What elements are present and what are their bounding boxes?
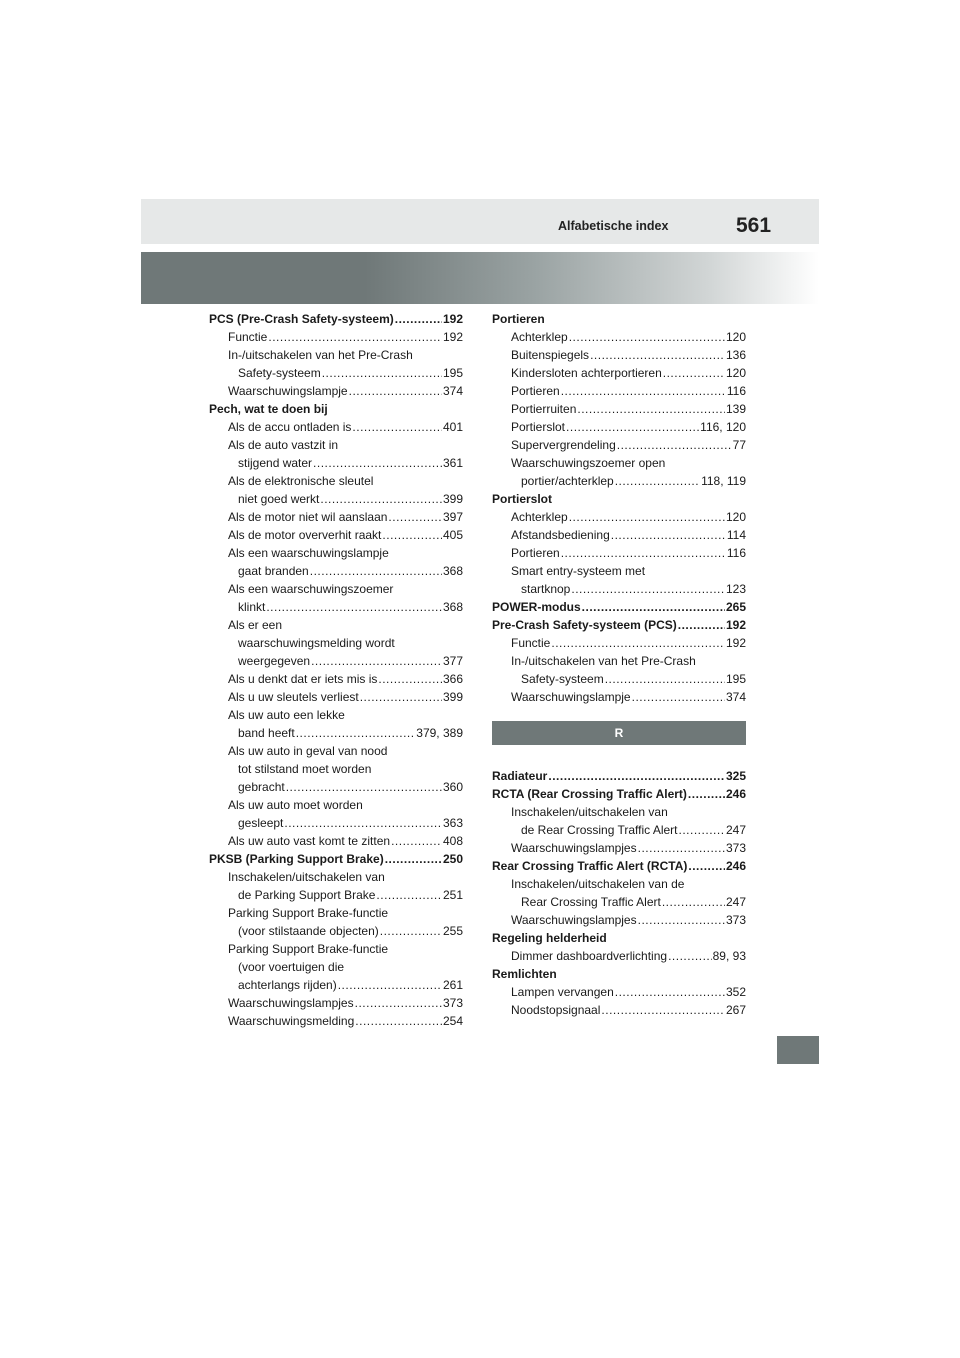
entry-page-ref: 192: [725, 618, 746, 632]
index-entry: [492, 910, 746, 928]
dot-leader: [391, 834, 442, 849]
index-entry: [492, 435, 746, 453]
entry-text: Portieren: [511, 384, 560, 398]
dot-leader: [668, 949, 712, 964]
entry-text: PKSB (Parking Support Brake): [209, 852, 384, 866]
index-entry: [209, 543, 463, 561]
entry-page-ref: 251: [442, 888, 463, 902]
entry-page-ref: 363: [442, 816, 463, 830]
entry-page-ref: 195: [442, 366, 463, 380]
entry-text: Safety-systeem: [521, 672, 604, 686]
entry-text: Als uw auto moet worden: [228, 798, 363, 812]
entry-text: Functie: [511, 636, 551, 650]
index-entry: [492, 651, 746, 669]
index-entry: [492, 784, 746, 802]
entry-text: Supervergrendeling: [511, 438, 616, 452]
index-entry: [492, 597, 746, 615]
entry-page-ref: 401: [442, 420, 463, 434]
dot-leader: [571, 582, 725, 597]
entry-page-ref: 120: [725, 366, 746, 380]
dot-leader: [380, 924, 442, 939]
index-list-p: [492, 309, 746, 705]
index-entry: [209, 975, 463, 993]
dot-leader: [360, 690, 442, 705]
dot-leader: [284, 816, 442, 831]
entry-page-ref: 399: [442, 492, 463, 506]
dot-leader: [296, 726, 416, 741]
entry-text: Afstandsbediening: [511, 528, 610, 542]
section-header-r: R: [492, 721, 746, 745]
index-entry: [492, 507, 746, 525]
entry-text: Als de accu ontladen is: [228, 420, 352, 434]
entry-page-ref: 361: [442, 456, 463, 470]
entry-text: Pech, wat te doen bij: [209, 402, 328, 416]
entry-text: Inschakelen/uitschakelen van: [511, 805, 668, 819]
entry-page-ref: 246: [725, 859, 746, 873]
dot-leader: [615, 474, 700, 489]
dot-leader: [376, 888, 442, 903]
entry-text: Portierslot: [511, 420, 566, 434]
entry-page-ref: 377: [442, 654, 463, 668]
dot-leader: [605, 672, 725, 687]
dot-leader: [268, 330, 442, 345]
entry-page-ref: 265: [725, 600, 746, 614]
index-entry: [209, 489, 463, 507]
entry-page-ref: 374: [442, 384, 463, 398]
index-entry: [492, 399, 746, 417]
index-entry: [209, 363, 463, 381]
index-entry: [209, 309, 463, 327]
dot-leader: [582, 600, 725, 615]
index-entry: [209, 453, 463, 471]
index-entry: [209, 471, 463, 489]
entry-text: Remlichten: [492, 967, 557, 981]
entry-text: startknop: [521, 582, 571, 596]
index-entry: [209, 831, 463, 849]
index-entry: [492, 946, 746, 964]
entry-page-ref: 77: [732, 438, 746, 452]
entry-text: Waarschuwingsmelding: [228, 1014, 355, 1028]
entry-page-ref: 325: [725, 769, 746, 783]
dot-leader: [311, 654, 442, 669]
entry-page-ref: 136: [725, 348, 746, 362]
page-number: 561: [736, 214, 772, 237]
index-entry: [492, 838, 746, 856]
dot-leader: [395, 312, 442, 327]
dot-leader: [569, 330, 725, 345]
entry-text: Portieren: [492, 312, 545, 326]
index-entry: [209, 345, 463, 363]
entry-text: Portieren: [511, 546, 560, 560]
dot-leader: [266, 600, 442, 615]
entry-text: tot stilstand moet worden: [238, 762, 372, 776]
entry-text: Regeling helderheid: [492, 931, 607, 945]
entry-text: Portierslot: [492, 492, 553, 506]
index-entry: [492, 687, 746, 705]
index-entry: [209, 813, 463, 831]
entry-page-ref: 399: [442, 690, 463, 704]
entry-text: Rear Crossing Traffic Alert: [521, 895, 661, 909]
index-entry: [492, 579, 746, 597]
index-entry: [209, 885, 463, 903]
entry-text: gesleept: [238, 816, 284, 830]
entry-text: Als de elektronische sleutel: [228, 474, 374, 488]
index-entry: [492, 874, 746, 892]
entry-page-ref: 408: [442, 834, 463, 848]
entry-text: Rear Crossing Traffic Alert (RCTA): [492, 859, 688, 873]
entry-page-ref: 123: [725, 582, 746, 596]
index-entry: [492, 525, 746, 543]
index-entry: [209, 381, 463, 399]
index-entry: [209, 435, 463, 453]
entry-text: Inschakelen/uitschakelen van: [228, 870, 385, 884]
index-entry: [492, 892, 746, 910]
dot-leader: [662, 895, 725, 910]
entry-text: In-/uitschakelen van het Pre-Crash: [228, 348, 413, 362]
dot-leader: [548, 769, 725, 784]
entry-page-ref: 405: [442, 528, 463, 542]
index-entry: [209, 615, 463, 633]
dot-leader: [590, 348, 725, 363]
index-entry: [492, 381, 746, 399]
dot-leader: [678, 618, 725, 633]
entry-page-ref: 120: [725, 510, 746, 524]
index-entry: [492, 561, 746, 579]
entry-text: Waarschuwingslampjes: [511, 913, 637, 927]
entry-page-ref: 114: [726, 528, 746, 542]
entry-text: (voor stilstaande objecten): [238, 924, 379, 938]
dot-leader: [338, 978, 442, 993]
entry-text: Waarschuwingslampje: [228, 384, 348, 398]
entry-text: POWER-modus: [492, 600, 581, 614]
entry-text: band heeft: [238, 726, 295, 740]
dot-leader: [632, 690, 725, 705]
index-entry: [209, 903, 463, 921]
entry-page-ref: 368: [442, 600, 463, 614]
index-entry: [492, 982, 746, 1000]
dot-leader: [617, 438, 732, 453]
entry-text: stijgend water: [238, 456, 313, 470]
index-entry: [492, 669, 746, 687]
entry-text: Noodstopsignaal: [511, 1003, 601, 1017]
entry-page-ref: 139: [725, 402, 746, 416]
dot-leader: [688, 787, 725, 802]
dot-leader: [320, 492, 442, 507]
dot-leader: [352, 420, 442, 435]
entry-text: Smart entry-systeem met: [511, 564, 646, 578]
entry-page-ref: 397: [442, 510, 463, 524]
entry-page-ref: 120: [725, 330, 746, 344]
dot-leader: [382, 528, 442, 543]
entry-page-ref: 192: [442, 330, 463, 344]
entry-text: Portierruiten: [511, 402, 577, 416]
entry-text: Waarschuwingslampjes: [511, 841, 637, 855]
index-entry: [492, 633, 746, 651]
entry-page-ref: 373: [725, 841, 746, 855]
entry-text: Buitenspiegels: [511, 348, 590, 362]
dot-leader: [638, 841, 725, 856]
entry-page-ref: 247: [725, 823, 746, 837]
index-entry: [209, 705, 463, 723]
dot-leader: [313, 456, 442, 471]
entry-text: Als de motor oververhit raakt: [228, 528, 382, 542]
entry-text: Als uw auto vast komt te zitten: [228, 834, 391, 848]
index-entry: [209, 741, 463, 759]
index-entry: [492, 964, 746, 982]
index-entry: [209, 669, 463, 687]
entry-text: gaat branden: [238, 564, 309, 578]
entry-page-ref: 373: [442, 996, 463, 1010]
entry-page-ref: 116, 120: [700, 420, 746, 434]
index-column-right: [492, 309, 746, 1018]
dot-leader: [566, 420, 699, 435]
entry-page-ref: 246: [725, 787, 746, 801]
index-entry: [209, 849, 463, 867]
entry-text: Parking Support Brake-functie: [228, 942, 389, 956]
dot-leader: [577, 402, 725, 417]
dot-leader: [663, 366, 725, 381]
entry-text: Als uw auto in geval van nood: [228, 744, 388, 758]
entry-text: gebracht: [238, 780, 285, 794]
entry-text: Waarschuwingszoemer open: [511, 456, 666, 470]
dot-leader: [385, 852, 442, 867]
entry-text: Als een waarschuwingszoemer: [228, 582, 394, 596]
entry-text: de Rear Crossing Traffic Alert: [521, 823, 678, 837]
entry-text: Als de auto vastzit in: [228, 438, 339, 452]
entry-page-ref: 89, 93: [712, 949, 746, 963]
entry-text: Als u denkt dat er iets mis is: [228, 672, 378, 686]
dot-leader: [355, 996, 442, 1011]
index-entry: [492, 417, 746, 435]
entry-text: Als u uw sleutels verliest: [228, 690, 359, 704]
entry-text: achterlangs rijden): [238, 978, 337, 992]
dot-leader: [561, 384, 726, 399]
entry-text: Dimmer dashboardverlichting: [511, 949, 668, 963]
index-entry: [209, 579, 463, 597]
dot-leader: [611, 528, 726, 543]
entry-text: Functie: [228, 330, 268, 344]
dot-leader: [638, 913, 725, 928]
index-entry: [209, 525, 463, 543]
entry-text: Parking Support Brake-functie: [228, 906, 389, 920]
dot-leader: [615, 985, 725, 1000]
entry-page-ref: 368: [442, 564, 463, 578]
entry-text: weergegeven: [238, 654, 311, 668]
dot-leader: [349, 384, 442, 399]
index-entry: [492, 802, 746, 820]
dot-leader: [322, 366, 442, 381]
dot-leader: [561, 546, 726, 561]
index-entry: [492, 543, 746, 561]
index-entry: [209, 993, 463, 1011]
entry-page-ref: 267: [725, 1003, 746, 1017]
index-list-r: [492, 766, 746, 1018]
entry-page-ref: 366: [442, 672, 463, 686]
dot-leader: [551, 636, 725, 651]
index-entry: [492, 820, 746, 838]
entry-text: Kindersloten achterportieren: [511, 366, 662, 380]
header-band: [141, 199, 819, 244]
dot-leader: [378, 672, 442, 687]
entry-page-ref: 192: [442, 312, 463, 326]
index-entry: [492, 327, 746, 345]
entry-text: Achterklep: [511, 330, 568, 344]
entry-page-ref: 360: [442, 780, 463, 794]
dot-leader: [569, 510, 725, 525]
entry-text: PCS (Pre-Crash Safety-systeem): [209, 312, 394, 326]
index-entry: [209, 957, 463, 975]
entry-page-ref: 373: [725, 913, 746, 927]
entry-text: Radiateur: [492, 769, 548, 783]
entry-text: RCTA (Rear Crossing Traffic Alert): [492, 787, 687, 801]
index-entry: [492, 489, 746, 507]
index-entry: [209, 561, 463, 579]
entry-page-ref: 118, 119: [701, 474, 746, 488]
index-entry: [492, 471, 746, 489]
index-entry: [209, 651, 463, 669]
entry-text: Achterklep: [511, 510, 568, 524]
index-entry: [209, 687, 463, 705]
entry-text: (voor voertuigen die: [238, 960, 345, 974]
entry-text: Pre-Crash Safety-systeem (PCS): [492, 618, 677, 632]
entry-page-ref: 254: [442, 1014, 463, 1028]
entry-text: de Parking Support Brake: [238, 888, 376, 902]
index-entry: [492, 928, 746, 946]
entry-page-ref: 195: [725, 672, 746, 686]
entry-text: Lampen vervangen: [511, 985, 614, 999]
entry-text: Als een waarschuwingslampje: [228, 546, 389, 560]
index-entry: [492, 453, 746, 471]
entry-text: Waarschuwingslampjes: [228, 996, 354, 1010]
entry-page-ref: 379, 389: [416, 726, 463, 740]
entry-text: Safety-systeem: [238, 366, 321, 380]
dot-leader: [355, 1014, 442, 1029]
entry-page-ref: 250: [442, 852, 463, 866]
index-entry: [209, 795, 463, 813]
entry-page-ref: 255: [442, 924, 463, 938]
index-entry: [209, 327, 463, 345]
entry-page-ref: 261: [442, 978, 463, 992]
thumb-index-tab: [777, 1036, 819, 1064]
index-column-left: [209, 309, 463, 1029]
dot-leader: [310, 564, 442, 579]
index-entry: [492, 1000, 746, 1018]
index-entry: [209, 939, 463, 957]
entry-text: Inschakelen/uitschakelen van de: [511, 877, 685, 891]
index-entry: [492, 363, 746, 381]
index-entry: [209, 723, 463, 741]
index-entry: [492, 309, 746, 327]
entry-text: klinkt: [238, 600, 266, 614]
entry-page-ref: 352: [725, 985, 746, 999]
index-entry: [492, 766, 746, 784]
entry-text: Als uw auto een lekke: [228, 708, 345, 722]
dot-leader: [679, 823, 725, 838]
decorative-gradient-bar: [141, 252, 819, 304]
entry-text: portier/achterklep: [521, 474, 614, 488]
index-entry: [209, 633, 463, 651]
entry-text: Waarschuwingslampje: [511, 690, 631, 704]
index-entry: [209, 759, 463, 777]
dot-leader: [388, 510, 442, 525]
entry-page-ref: 116: [726, 546, 746, 560]
dot-leader: [286, 780, 442, 795]
index-entry: [209, 867, 463, 885]
index-entry: [209, 921, 463, 939]
entry-text: Als de motor niet wil aanslaan: [228, 510, 388, 524]
index-entry: [492, 615, 746, 633]
entry-text: waarschuwingsmelding wordt: [238, 636, 395, 650]
entry-page-ref: 247: [725, 895, 746, 909]
page-title: Alfabetische index: [558, 219, 669, 233]
entry-page-ref: 116: [726, 384, 746, 398]
index-entry: [492, 345, 746, 363]
entry-page-ref: 192: [725, 636, 746, 650]
index-entry: [209, 777, 463, 795]
entry-text: niet goed werkt: [238, 492, 320, 506]
entry-text: In-/uitschakelen van het Pre-Crash: [511, 654, 696, 668]
index-entry: [209, 1011, 463, 1029]
index-entry: [492, 856, 746, 874]
index-entry: [209, 597, 463, 615]
index-entry: [209, 417, 463, 435]
dot-leader: [688, 859, 725, 874]
index-entry: [209, 399, 463, 417]
dot-leader: [601, 1003, 725, 1018]
entry-page-ref: 374: [725, 690, 746, 704]
entry-text: Als er een: [228, 618, 283, 632]
index-entry: [209, 507, 463, 525]
